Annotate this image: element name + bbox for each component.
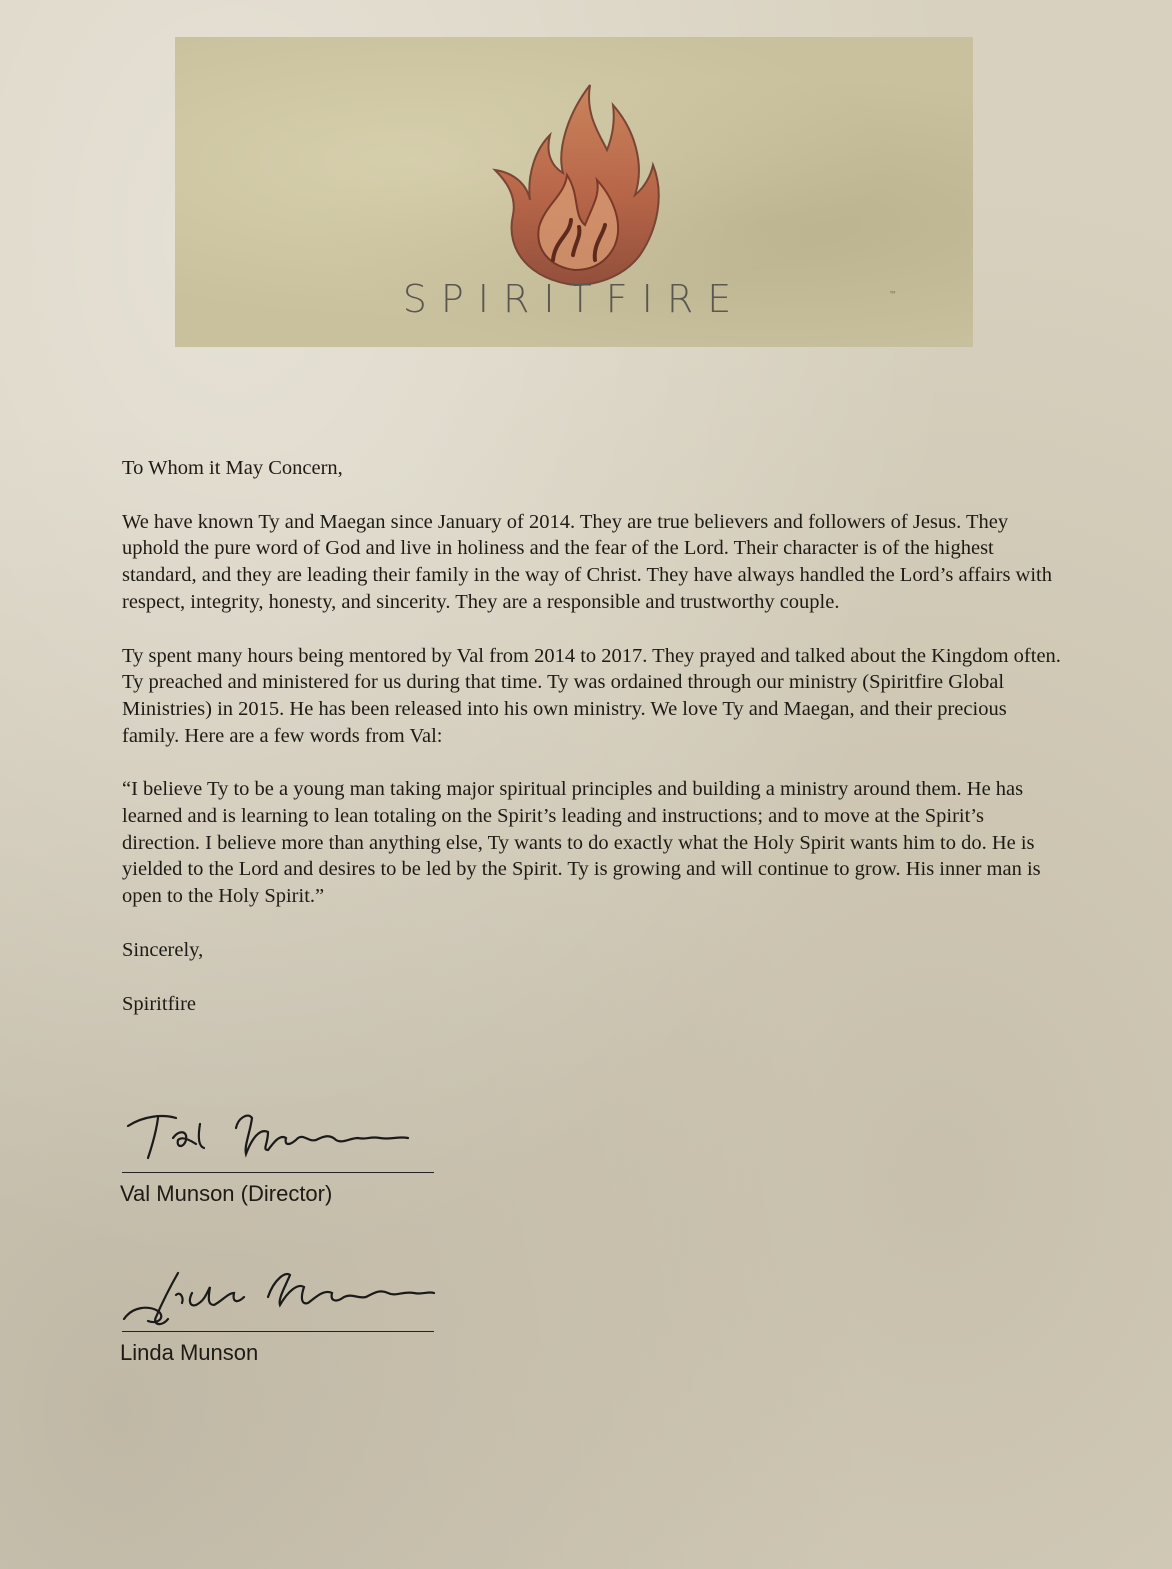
letterhead-banner: [175, 37, 973, 347]
paragraph-introduction: We have known Ty and Maegan since January of 2014. They are true believers and followers of Jesus. They uphold the pure word of God and live in holiness and the fear of the Lord. Their character is of the highest standard, and they are leading their family in the way of Christ. They have always handled the Lord’s affairs with respect, integrity, honesty, and sincerity. They are a responsible and trustworthy couple.: [122, 510, 1053, 613]
handwritten-signature-linda: [118, 1247, 438, 1331]
letter-body: [122, 455, 1062, 1017]
flame-icon: [475, 55, 675, 290]
salutation: To Whom it May Concern,: [122, 457, 343, 479]
paragraph-quote: “I believe Ty to be a young man taking major spiritual principles and building a ministry around them. He has learned and is learning to lean totaling on the Spirit’s leading and instructions; and to move at the Spirit’s direction. I believe more than anything else, Ty wants to do exactly what the Holy Spirit wants him to do. He is yielded to the Lord and desires to be led by the Spirit. Ty is growing and will continue to grow. His inner man is open to the Holy Spirit.”: [122, 778, 1041, 908]
closing: Sincerely,: [122, 938, 204, 961]
signatory-name-linda: Linda Munson: [120, 1340, 259, 1365]
organization-name: Spiritfire: [122, 992, 197, 1015]
handwritten-signature-val: [118, 1088, 438, 1172]
signatory-name-val: Val Munson (Director): [120, 1181, 333, 1206]
signature-line: [122, 1172, 434, 1173]
trademark-symbol: ™: [889, 290, 897, 299]
signature-line: [122, 1331, 434, 1332]
signature-block-linda: [118, 1247, 438, 1366]
paragraph-mentoring: Ty spent many hours being mentored by Val from 2014 to 2017. They prayed and talked about the Kingdom often. Ty preached and ministered for us during that time. Ty was ordained through our ministry (Spiritfire Global Ministries) in 2015. He has been released into his own ministry. We love Ty and Maegan, and their precious family. Here are a few words from Val:: [122, 644, 1061, 747]
signature-block-val: [118, 1088, 438, 1207]
brand-wordmark: SPIRITFIRE: [402, 277, 746, 321]
